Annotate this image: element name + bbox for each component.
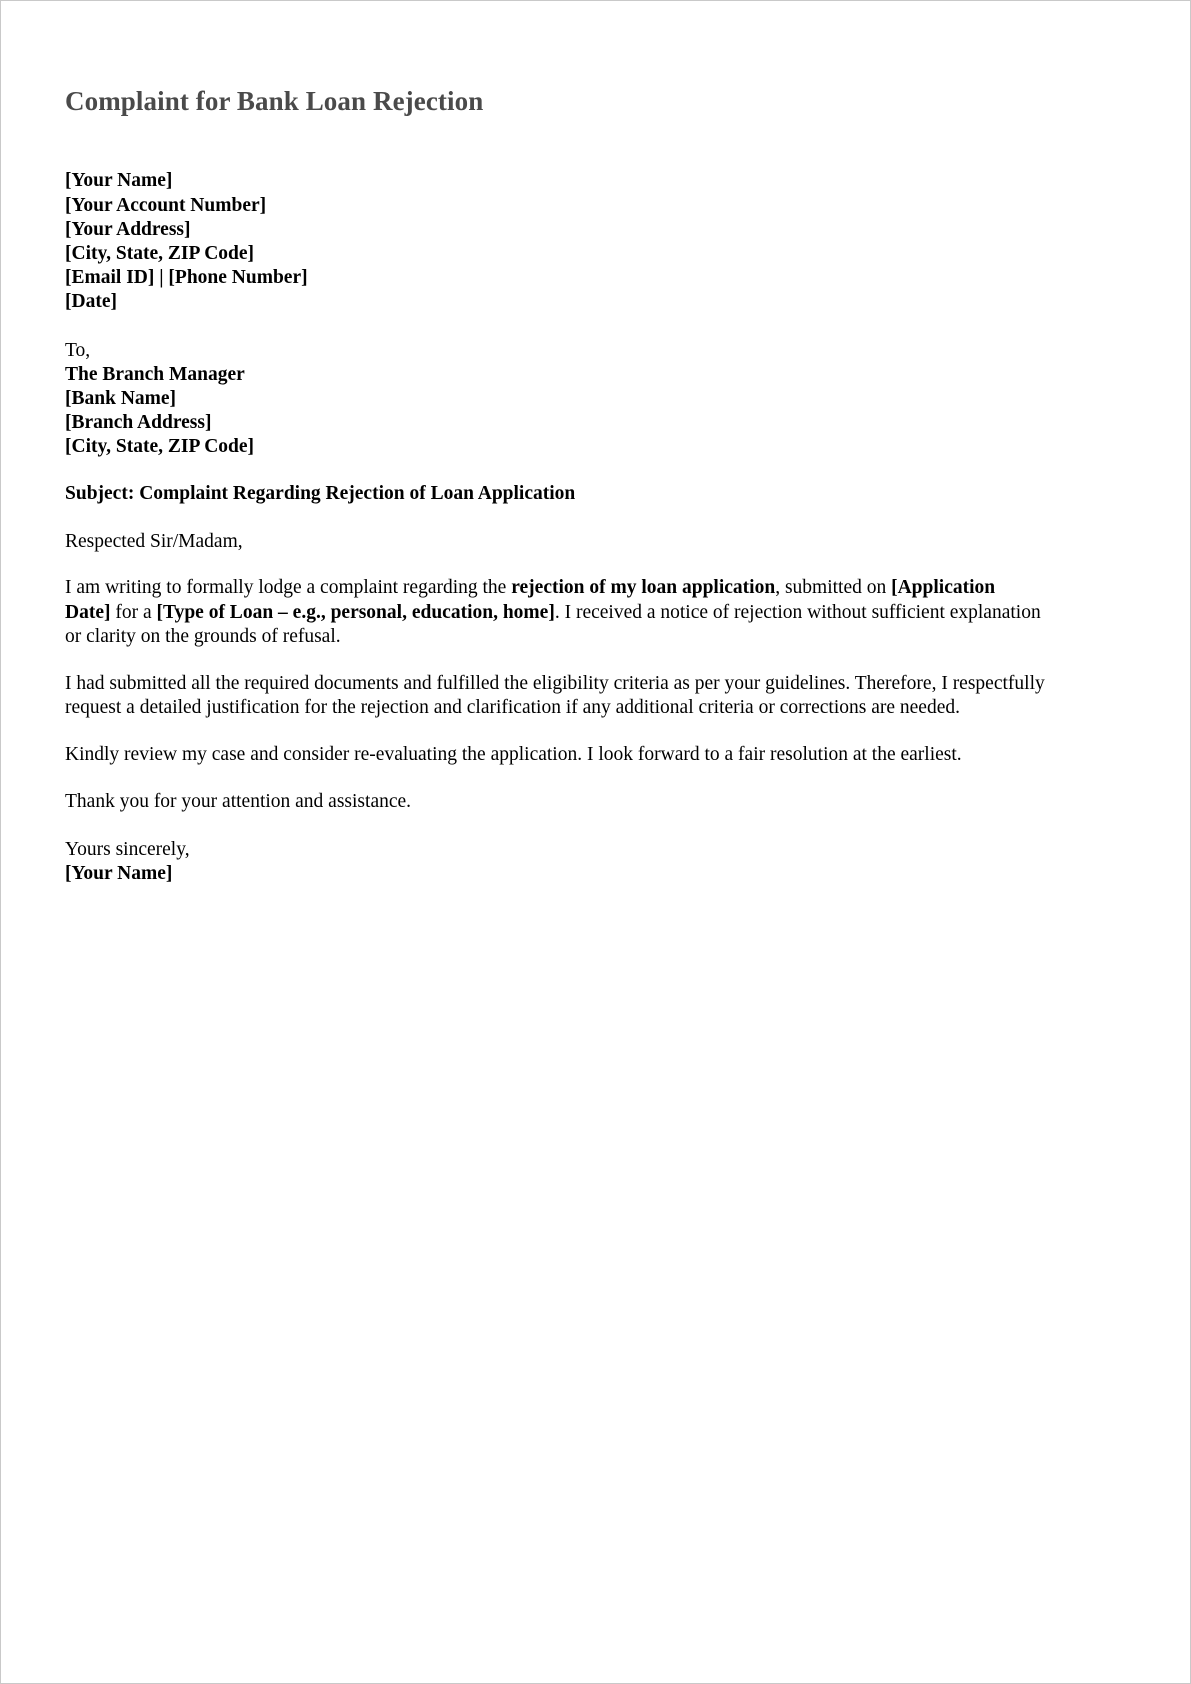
sender-address-block xyxy=(65,169,1045,314)
recipient-line-branch-manager: The Branch Manager xyxy=(65,363,245,385)
page-title: Complaint for Bank Loan Rejection xyxy=(65,86,484,116)
sender-line-email-phone: [Email ID] | [Phone Number] xyxy=(65,267,308,289)
p1-segment-3: for a xyxy=(110,601,157,623)
subject-line: Subject: Complaint Regarding Rejection of Loan Application xyxy=(65,482,576,504)
body-paragraph-2: I had submitted all the required documents and fulfilled the eligibility criteria as per your guidelines. Therefore, I respectfully request a detailed justification for the rejection and clarification if any additional criteria or corrections are needed. xyxy=(65,672,1045,719)
p1-bold-loan-type: [Type of Loan – e.g., personal, education, home] xyxy=(156,601,555,623)
body-paragraph-4: Thank you for your attention and assistance. xyxy=(65,790,412,812)
closing-valediction: Yours sincerely, xyxy=(65,839,190,861)
block-spacer xyxy=(65,315,1045,339)
letter-content xyxy=(65,85,1045,887)
sender-line-name: [Your Name] xyxy=(65,170,173,192)
sender-line-account-number: [Your Account Number] xyxy=(65,194,267,216)
recipient-to-label: To, xyxy=(65,339,91,361)
recipient-line-branch-address: [Branch Address] xyxy=(65,412,212,434)
p1-bold-rejection: rejection of my loan application xyxy=(511,577,776,599)
body-paragraph-3: Kindly review my case and consider re-evaluating the application. I look forward to a fair resolution at the earliest. xyxy=(65,744,962,765)
closing-signer-name: [Your Name] xyxy=(65,863,173,885)
p1-bold-application-date: [Application Date] xyxy=(65,577,996,623)
sender-line-address: [Your Address] xyxy=(65,218,191,240)
body-paragraph-1 xyxy=(65,576,1045,650)
p1-segment-4: . I received a notice of rejection without sufficient explanation or clarity on the grounds of refusal. xyxy=(65,601,1041,648)
recipient-line-city-state-zip: [City, State, ZIP Code] xyxy=(65,436,255,458)
recipient-address-block xyxy=(65,339,1045,460)
sender-line-city-state-zip: [City, State, ZIP Code] xyxy=(65,243,255,264)
p1-segment-2: , submitted on xyxy=(775,577,892,599)
recipient-line-bank-name: [Bank Name] xyxy=(65,388,177,410)
salutation: Respected Sir/Madam, xyxy=(65,530,243,552)
p1-segment-1: I am writing to formally lodge a complaint regarding the xyxy=(65,577,512,599)
sender-line-date: [Date] xyxy=(65,291,117,313)
closing-block xyxy=(65,838,1045,886)
